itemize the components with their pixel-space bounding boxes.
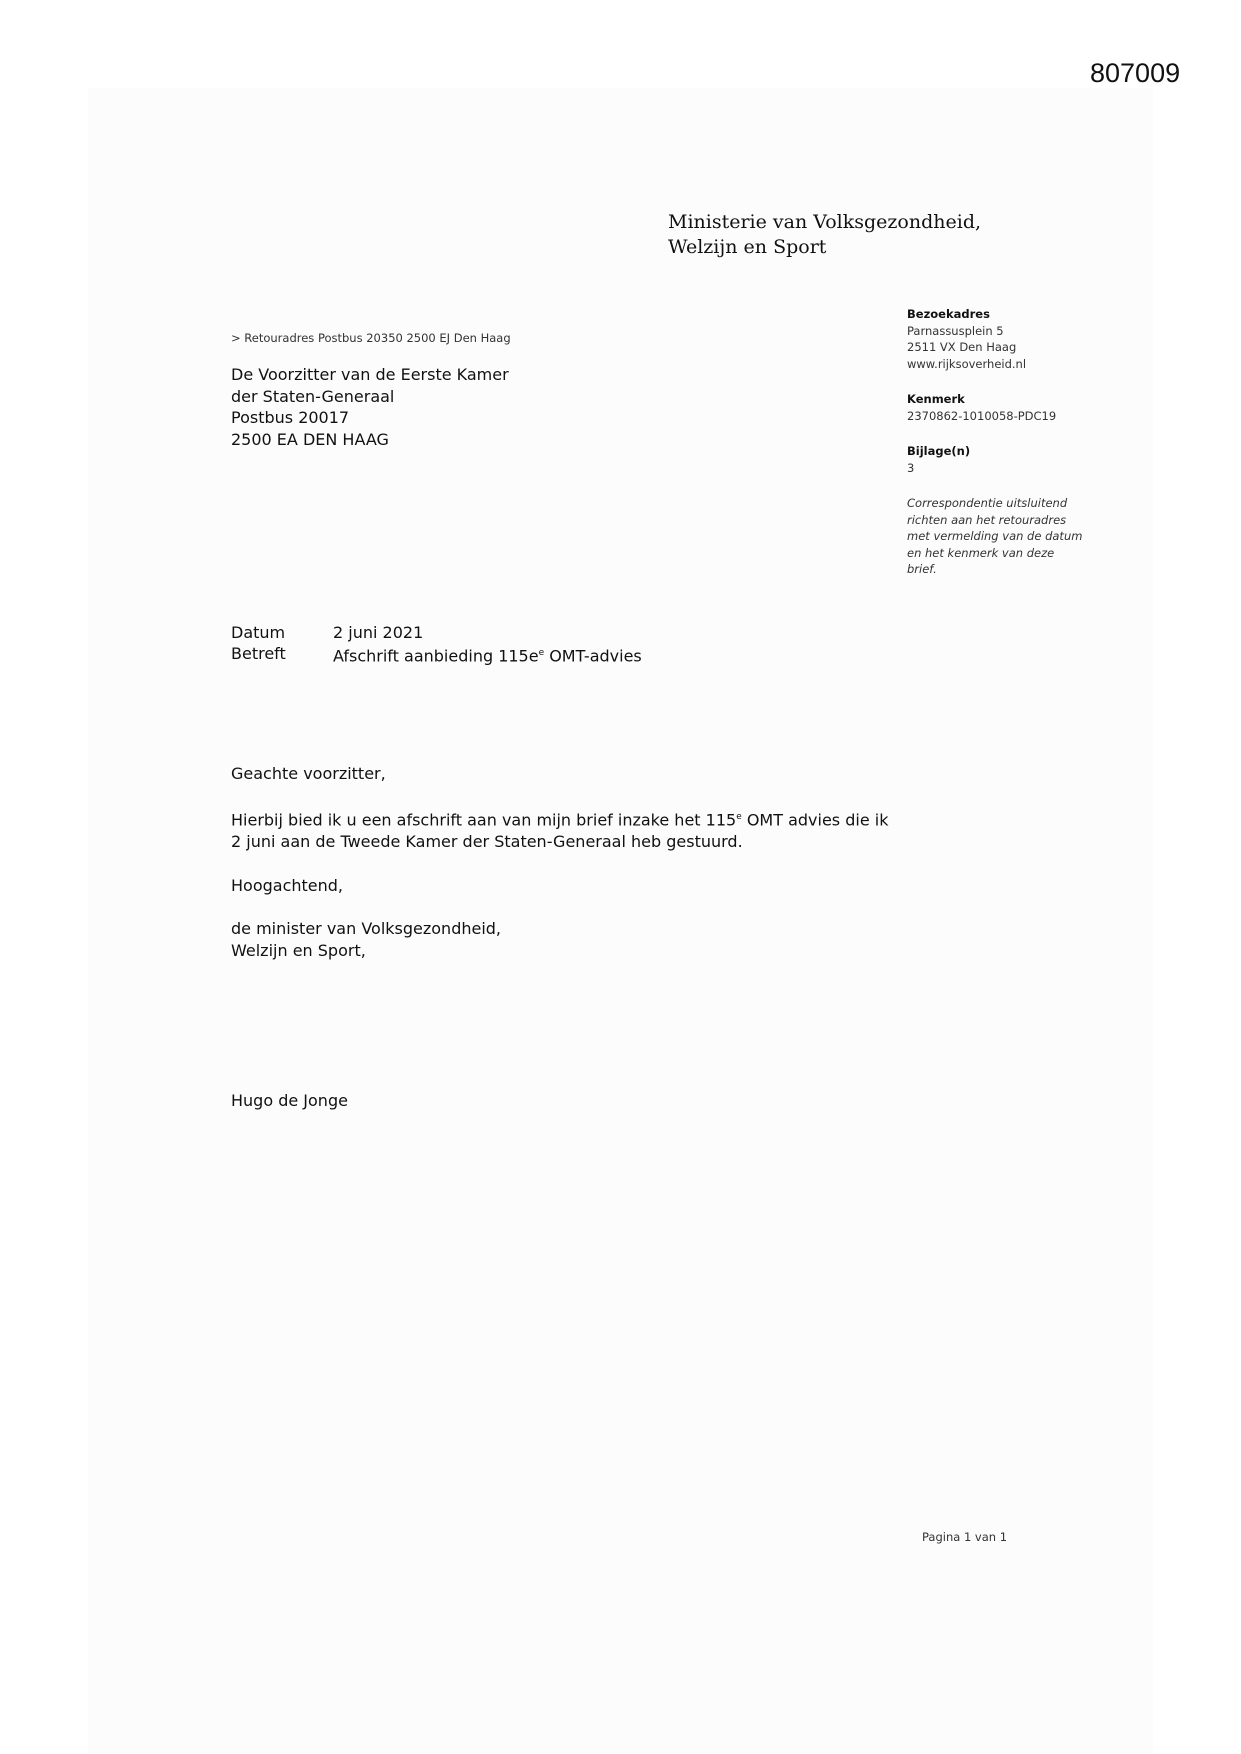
subject-superscript: e: [538, 648, 545, 658]
body-line-1: [231, 806, 888, 831]
subject-row: [231, 643, 642, 666]
sidebar-info: [907, 306, 1097, 597]
body-line-1-start: Hierbij bied ik u een afschrift aan van mijn brief inzake het 115: [231, 810, 737, 830]
body-superscript: e: [736, 812, 742, 822]
date-row: [231, 622, 642, 643]
reference-block: [907, 391, 1097, 424]
date-value: 2 juni 2021: [333, 623, 424, 642]
note-line-4: en het kenmerk van deze: [907, 545, 1055, 560]
addressee-block: [231, 364, 509, 450]
attachments-block: [907, 443, 1097, 476]
visit-address-line-2: 2511 VX Den Haag: [907, 340, 1017, 354]
note-line-2: richten aan het retouradres: [907, 512, 1067, 527]
reference-value: 2370862-1010058-PDC19: [907, 408, 1057, 423]
page-number: Pagina 1 van 1: [922, 1530, 1008, 1544]
addressee-line-4: 2500 EA DEN HAAG: [231, 429, 389, 449]
signatory-block: [231, 918, 501, 962]
ministry-header: [668, 210, 981, 260]
addressee-line-3: Postbus 20017: [231, 408, 350, 427]
ministry-name-line-2: Welzijn en Sport: [668, 236, 827, 258]
letter-body: [231, 806, 888, 853]
body-line-1-end: OMT advies die ik: [741, 810, 889, 830]
subject-text-start: Afschrift aanbieding 115e: [333, 646, 539, 666]
addressee-line-2: der Staten-Generaal: [231, 386, 395, 406]
visit-address-line-1: Parnassusplein 5: [907, 323, 1004, 338]
note-line-5: brief.: [907, 562, 937, 576]
addressee-line-1: De Voorzitter van de Eerste Kamer: [231, 365, 509, 384]
subject-label: Betreft: [231, 644, 286, 663]
visit-address-heading: Bezoekadres: [907, 307, 990, 321]
closing: Hoogachtend,: [231, 876, 344, 895]
attachments-value: 3: [907, 460, 915, 475]
reference-heading: Kenmerk: [907, 392, 965, 406]
subject-value: [333, 643, 642, 666]
subject-text-end: OMT-advies: [544, 646, 642, 666]
date-label: Datum: [231, 623, 286, 642]
salutation: Geachte voorzitter,: [231, 764, 386, 783]
body-line-2: 2 juni aan de Tweede Kamer der Staten-Generaal heb gestuurd.: [231, 832, 743, 852]
signatory-line-2: Welzijn en Sport,: [231, 941, 366, 960]
visit-address-block: [907, 306, 1097, 372]
letter-meta: [231, 622, 642, 666]
correspondence-note: [907, 495, 1097, 578]
visit-address-website: www.rijksoverheid.nl: [907, 356, 1027, 371]
attachments-heading: Bijlage(n): [907, 444, 971, 458]
ministry-name-line-1: Ministerie van Volksgezondheid,: [668, 211, 982, 233]
note-line-1: Correspondentie uitsluitend: [907, 496, 1068, 510]
note-line-3: met vermelding van de datum: [907, 529, 1083, 543]
signatory-line-1: de minister van Volksgezondheid,: [231, 919, 502, 938]
signer-name: Hugo de Jonge: [231, 1091, 348, 1110]
return-address: > Retouradres Postbus 20350 2500 EJ Den Haag: [231, 331, 511, 345]
document-number: 807009: [1090, 58, 1181, 88]
